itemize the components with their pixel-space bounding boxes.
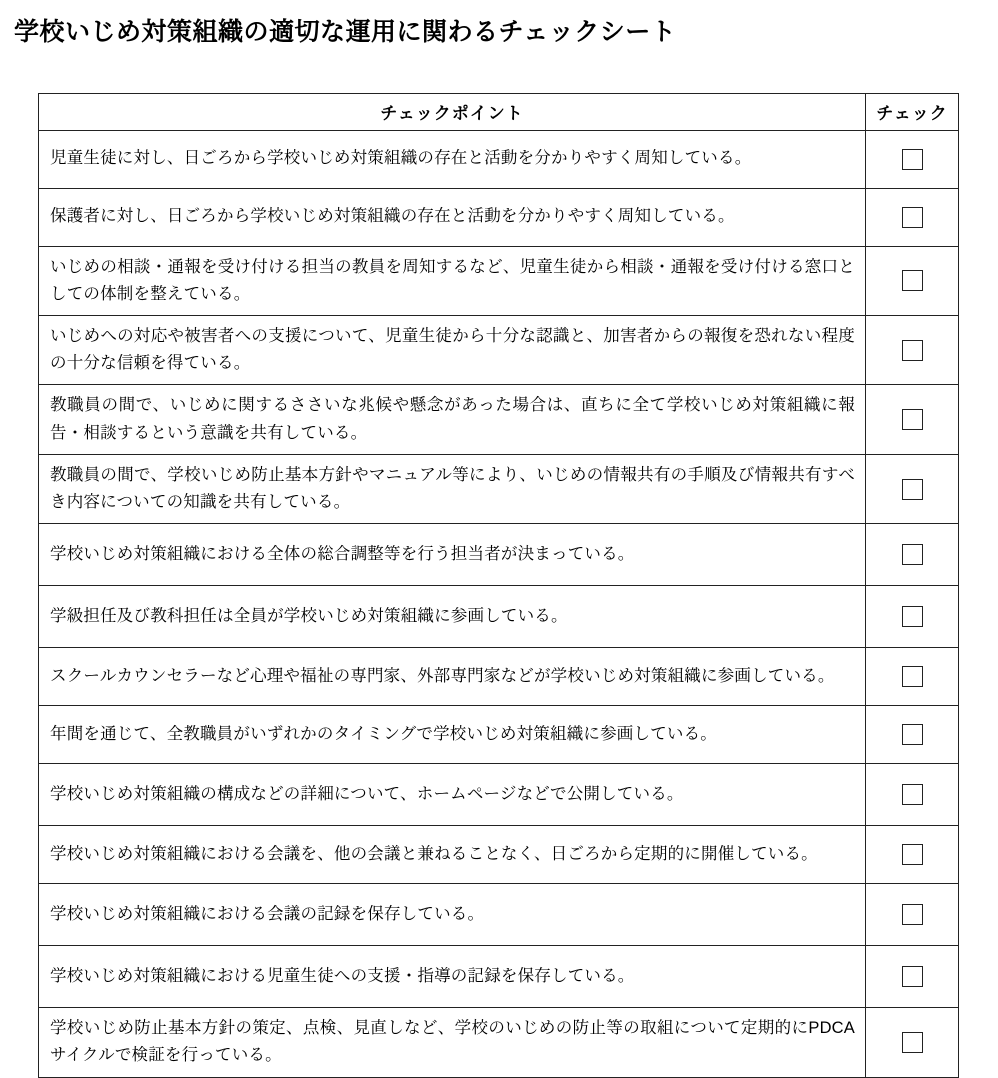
check-cell[interactable] xyxy=(866,764,959,826)
table-body xyxy=(39,130,959,1077)
table-row xyxy=(39,706,959,764)
checkpoint-text: いじめへの対応や被害者への支援について、児童生徒から十分な認識と、加害者からの報復を恐れない程度の十分な信頼を得ている。 xyxy=(39,315,866,384)
table-row xyxy=(39,946,959,1008)
checkbox-icon[interactable] xyxy=(902,479,923,500)
checkpoint-text: 学校いじめ対策組織における全体の総合調整等を行う担当者が決まっている。 xyxy=(39,524,866,586)
check-cell[interactable] xyxy=(866,188,959,246)
checkbox-icon[interactable] xyxy=(902,606,923,627)
table-row xyxy=(39,826,959,884)
checkpoint-text: 児童生徒に対し、日ごろから学校いじめ対策組織の存在と活動を分かりやすく周知している。 xyxy=(39,130,866,188)
table-row xyxy=(39,1008,959,1077)
checkbox-icon[interactable] xyxy=(902,904,923,925)
check-cell[interactable] xyxy=(866,524,959,586)
checkpoint-text: 学校いじめ対策組織における会議を、他の会議と兼ねることなく、日ごろから定期的に開催している。 xyxy=(39,826,866,884)
table-row xyxy=(39,188,959,246)
check-cell[interactable] xyxy=(866,884,959,946)
check-cell[interactable] xyxy=(866,586,959,648)
table-row xyxy=(39,586,959,648)
checkbox-icon[interactable] xyxy=(902,666,923,687)
checkbox-icon[interactable] xyxy=(902,149,923,170)
document-page xyxy=(0,16,998,1065)
table-header-row xyxy=(39,93,959,130)
checkpoint-text: 学級担任及び教科担任は全員が学校いじめ対策組織に参画している。 xyxy=(39,586,866,648)
table-row xyxy=(39,130,959,188)
checkpoint-text: いじめの相談・通報を受け付ける担当の教員を周知するなど、児童生徒から相談・通報を受け付ける窓口としての体制を整えている。 xyxy=(39,246,866,315)
checkbox-icon[interactable] xyxy=(902,544,923,565)
check-cell[interactable] xyxy=(866,1008,959,1077)
checkpoint-text: 学校いじめ防止基本方針の策定、点検、見直しなど、学校のいじめの防止等の取組について定期的にPDCAサイクルで検証を行っている。 xyxy=(39,1008,866,1077)
checkbox-icon[interactable] xyxy=(902,409,923,430)
check-cell[interactable] xyxy=(866,454,959,523)
check-cell[interactable] xyxy=(866,130,959,188)
table-row xyxy=(39,385,959,454)
checkbox-icon[interactable] xyxy=(902,1032,923,1053)
checksheet-table-container xyxy=(38,93,958,1078)
checkpoint-text: 学校いじめ対策組織における会議の記録を保存している。 xyxy=(39,884,866,946)
checkbox-icon[interactable] xyxy=(902,724,923,745)
checkbox-icon[interactable] xyxy=(902,270,923,291)
table-row xyxy=(39,315,959,384)
check-cell[interactable] xyxy=(866,315,959,384)
checkpoint-text: 教職員の間で、学校いじめ防止基本方針やマニュアル等により、いじめの情報共有の手順及び情報共有すべき内容についての知識を共有している。 xyxy=(39,454,866,523)
check-cell[interactable] xyxy=(866,946,959,1008)
check-cell[interactable] xyxy=(866,246,959,315)
check-cell[interactable] xyxy=(866,385,959,454)
page-title: 学校いじめ対策組織の適切な運用に関わるチェックシート xyxy=(14,18,677,46)
table-row xyxy=(39,884,959,946)
checkbox-icon[interactable] xyxy=(902,844,923,865)
table-row xyxy=(39,246,959,315)
column-header-checkpoint: チェックポイント xyxy=(39,93,866,130)
column-header-check: チェック xyxy=(866,93,959,130)
checkbox-icon[interactable] xyxy=(902,340,923,361)
checkpoint-text: 学校いじめ対策組織における児童生徒への支援・指導の記録を保存している。 xyxy=(39,946,866,1008)
table-row xyxy=(39,454,959,523)
checkpoint-text: 学校いじめ対策組織の構成などの詳細について、ホームページなどで公開している。 xyxy=(39,764,866,826)
checksheet-table xyxy=(38,93,959,1078)
check-cell[interactable] xyxy=(866,648,959,706)
check-cell[interactable] xyxy=(866,826,959,884)
table-header xyxy=(39,93,959,130)
checkpoint-text: スクールカウンセラーなど心理や福祉の専門家、外部専門家などが学校いじめ対策組織に参画している。 xyxy=(39,648,866,706)
checkpoint-text: 年間を通じて、全教職員がいずれかのタイミングで学校いじめ対策組織に参画している。 xyxy=(39,706,866,764)
checkpoint-text: 保護者に対し、日ごろから学校いじめ対策組織の存在と活動を分かりやすく周知している。 xyxy=(39,188,866,246)
table-row xyxy=(39,524,959,586)
checkbox-icon[interactable] xyxy=(902,207,923,228)
table-row xyxy=(39,764,959,826)
checkbox-icon[interactable] xyxy=(902,966,923,987)
check-cell[interactable] xyxy=(866,706,959,764)
checkbox-icon[interactable] xyxy=(902,784,923,805)
checkpoint-text: 教職員の間で、いじめに関するささいな兆候や懸念があった場合は、直ちに全て学校いじめ対策組織に報告・相談するという意識を共有している。 xyxy=(39,385,866,454)
table-row xyxy=(39,648,959,706)
